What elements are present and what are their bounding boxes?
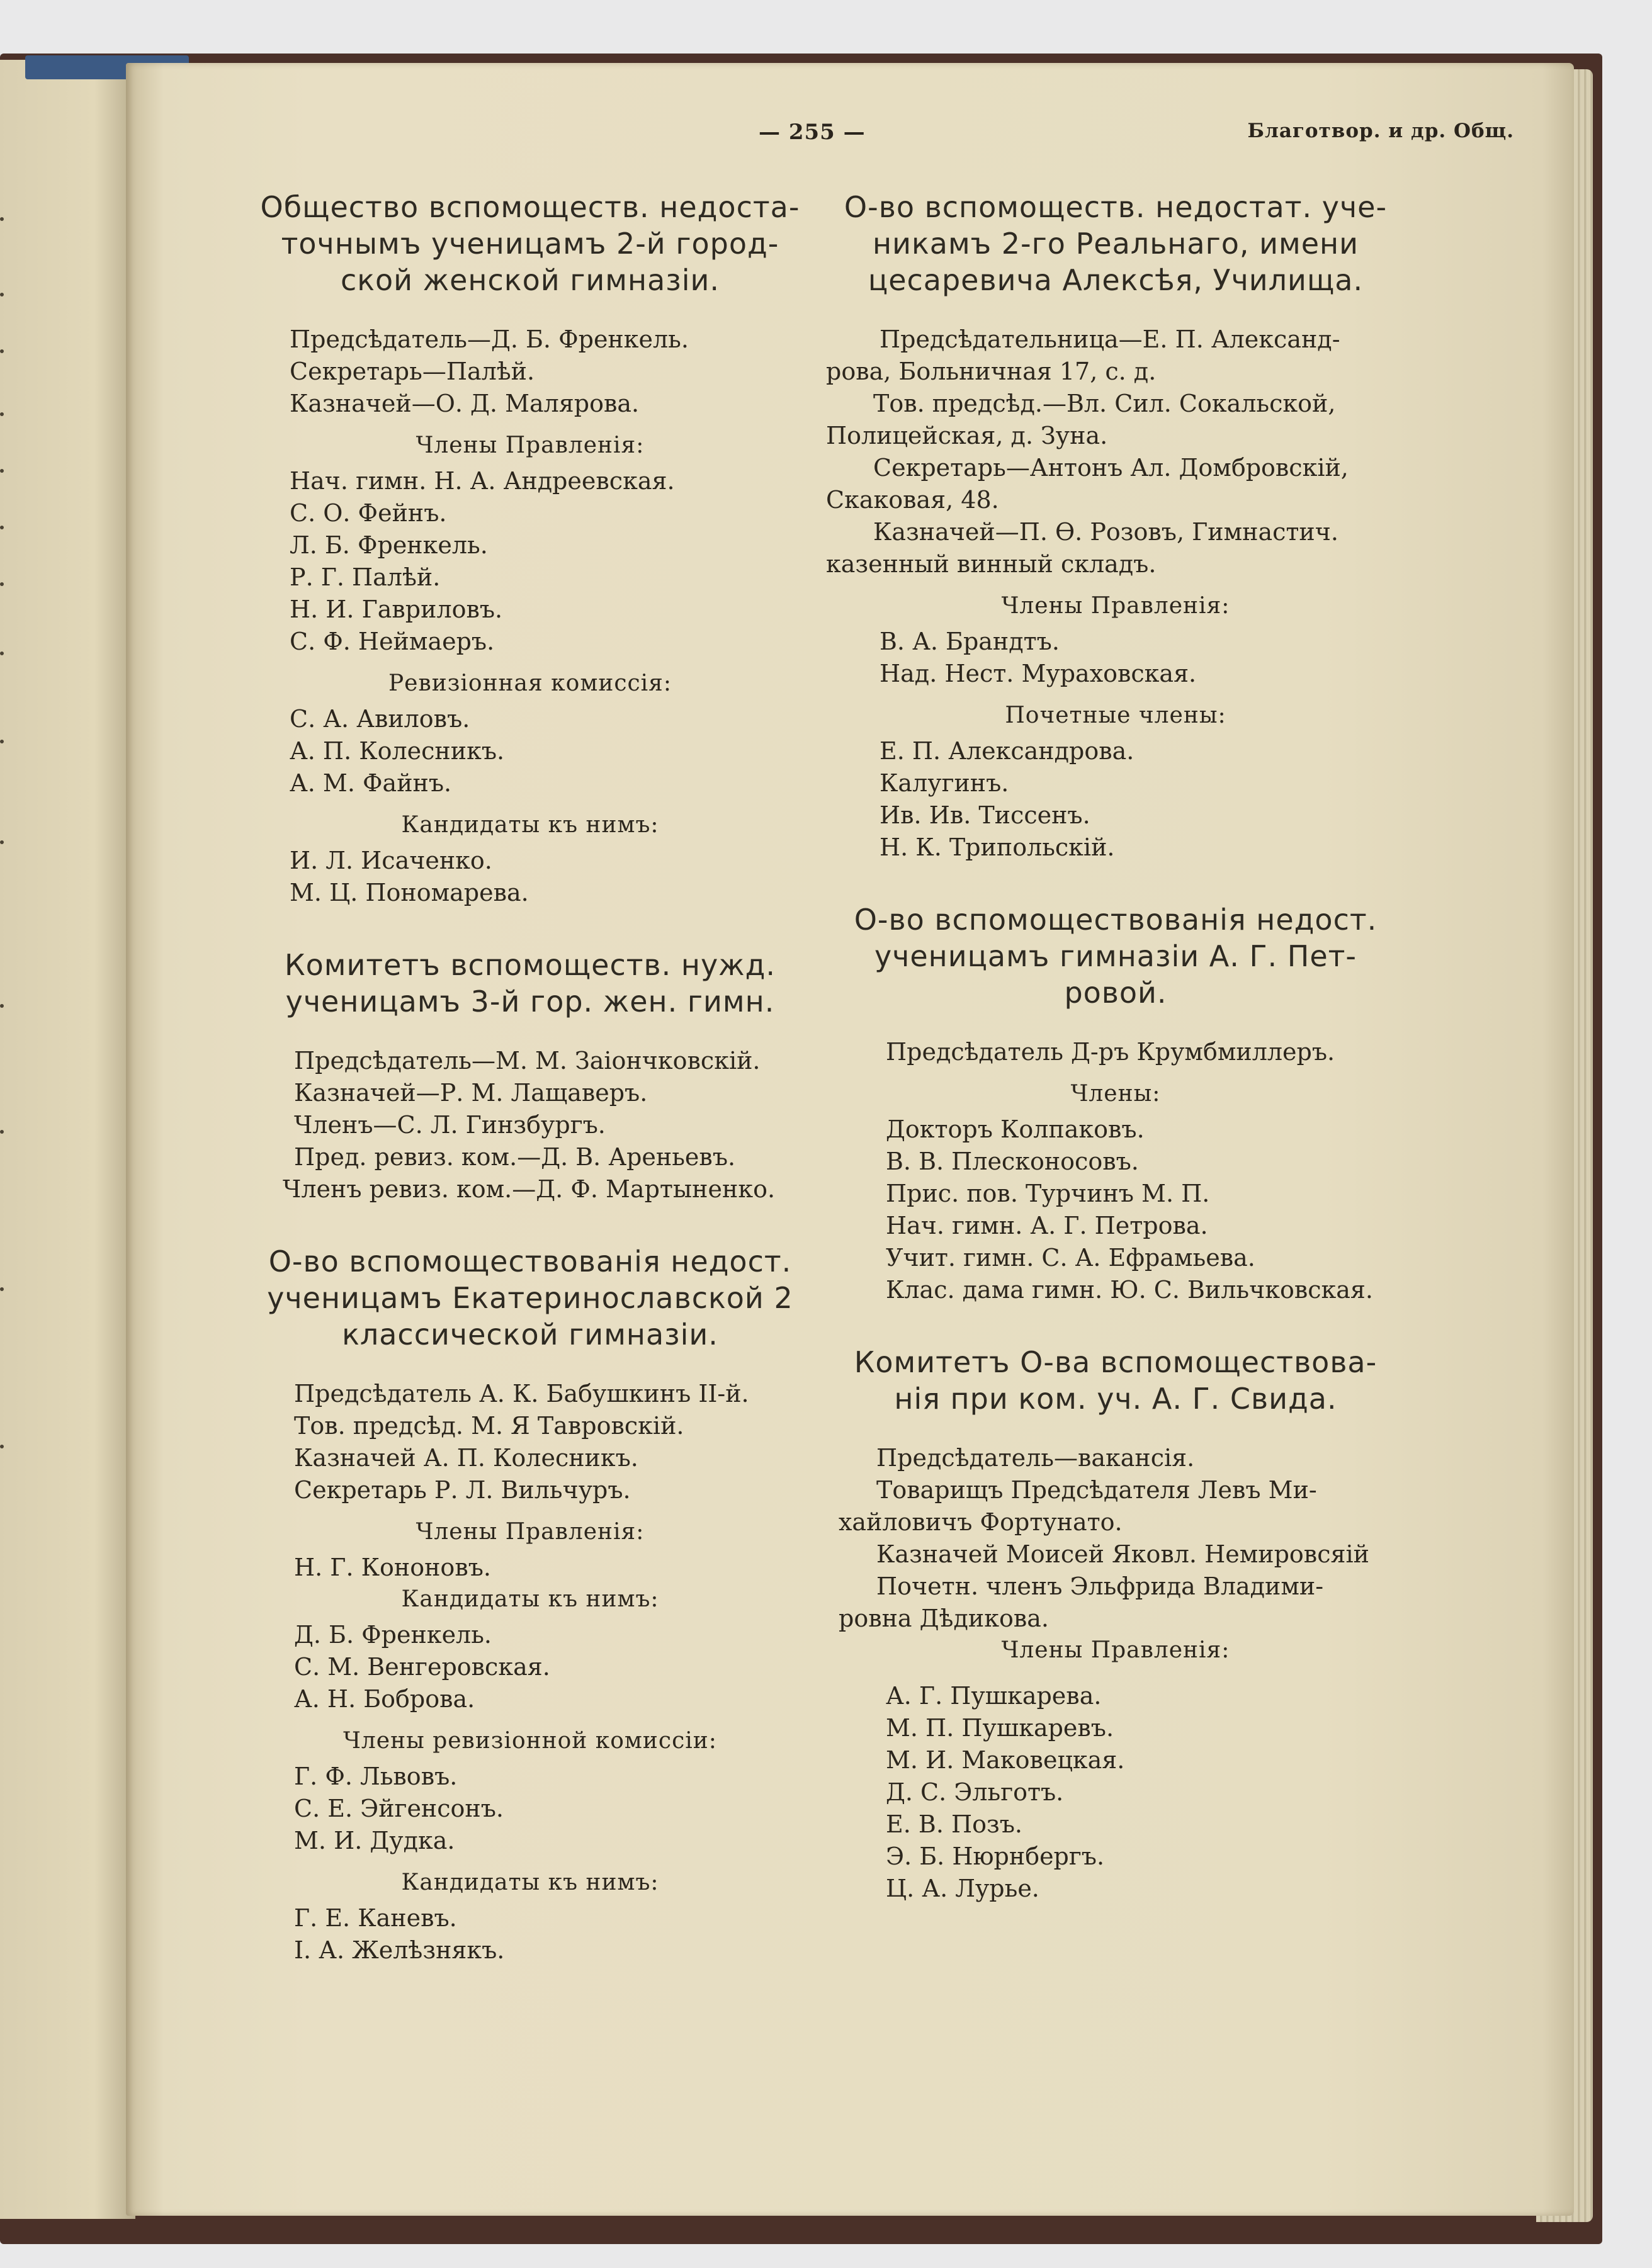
audit-heading: Ревизіонная комиссія: <box>388 670 672 696</box>
board-list <box>826 626 1405 690</box>
list-item: Прис. пов. Турчинъ М. П. <box>886 1180 1210 1207</box>
officer-line: Казначей—О. Д. Малярова. <box>290 390 640 417</box>
officer-line: казенный винный складъ. <box>826 550 1157 578</box>
list-item: А. М. Файнъ. <box>290 769 452 797</box>
board-heading: Члены Правленія: <box>416 1519 645 1545</box>
list-item: Д. Б. Френкель. <box>294 1621 492 1649</box>
list-item: Калугинъ. <box>880 769 1009 797</box>
list-item: Нач. гимн. А. Г. Петрова. <box>886 1212 1208 1239</box>
members-heading: Члены: <box>1070 1081 1161 1107</box>
list-item: Д. С. Эльготъ. <box>886 1778 1064 1806</box>
officer-line: Пред. ревиз. ком.—Д. В. Ареньевъ. <box>294 1143 736 1171</box>
section-society-petrova-gymnasium <box>826 901 1405 1306</box>
section-committee-svida-school <box>826 1344 1405 1905</box>
list-item: Л. Б. Френкель. <box>290 531 488 559</box>
officer-line: Тов. предсѣд.—Вл. Сил. Сокальской, <box>873 390 1336 417</box>
officers-list <box>234 1378 826 1506</box>
section-title: О-во вспомоществованія недост. ученицамъ Екатеринославской 2 классической гимназіи. <box>267 1244 793 1351</box>
page-number: — 255 — <box>759 120 866 145</box>
list-item: М. И. Маковецкая. <box>886 1746 1125 1774</box>
board-heading: Члены Правленія: <box>416 432 645 458</box>
running-head: Благотвор. и др. Общ. <box>1247 120 1514 142</box>
officer-line: Казначей—П. Ѳ. Розовъ, Гимнастич. <box>873 518 1338 546</box>
candidates-heading: Кандидаты къ нимъ: <box>401 1586 659 1612</box>
officer-line: Казначей—Р. М. Лащаверъ. <box>294 1079 648 1107</box>
audit-list <box>234 703 826 799</box>
candidates-list <box>234 1619 826 1715</box>
list-item: Учит. гимн. С. А. Ефрамьева. <box>886 1244 1255 1272</box>
officer-line: рова, Больничная 17, с. д. <box>826 358 1157 385</box>
board-list <box>826 1680 1405 1905</box>
officer-line: Тов. предсѣд. М. Я Тавровскій. <box>294 1412 684 1440</box>
page-header <box>126 120 1574 151</box>
section-title: Комитетъ О-ва вспомоществова- нія при ком. уч. А. Г. Свида. <box>854 1345 1378 1416</box>
officer-line: Казначей А. П. Колесникъ. <box>294 1444 638 1472</box>
list-item: Г. Е. Каневъ. <box>294 1904 457 1932</box>
list-item: Над. Нест. Мураховская. <box>880 660 1197 687</box>
officer-line: Членъ ревиз. ком.—Д. Ф. Мартыненко. <box>283 1175 776 1203</box>
right-column <box>826 189 1405 1929</box>
list-item: М. Ц. Пономарева. <box>290 879 529 906</box>
list-item: Е. П. Александрова. <box>880 737 1134 765</box>
officer-line: Казначей Моисей Яковл. Немировсяій <box>876 1540 1369 1568</box>
chair-line: Предсѣдатель Д-ръ Крумбмиллеръ. <box>886 1038 1335 1066</box>
officer-line: ровна Дѣдикова. <box>839 1605 1049 1632</box>
section-title: О-во вспомоществованія недост. ученицамъ гимназіи А. Г. Пет- ровой. <box>854 903 1378 1010</box>
list-item: Н. К. Трипольскій. <box>880 833 1115 861</box>
list-item: Г. Ф. Львовъ. <box>294 1763 458 1790</box>
list-item: М. П. Пушкаревъ. <box>886 1714 1114 1742</box>
officers-list <box>234 324 826 420</box>
section-society-realschule <box>826 189 1405 864</box>
candidates-list <box>234 1902 826 1966</box>
board-list <box>234 1552 826 1584</box>
board-heading: Члены Правленія: <box>1001 1637 1230 1663</box>
candidates-list <box>234 845 826 909</box>
list-item: І. А. Желѣзнякъ. <box>294 1936 505 1964</box>
list-item: А. Н. Боброва. <box>294 1685 475 1713</box>
board-heading: Члены Правленія: <box>1001 593 1230 619</box>
list-item: М. И. Дудка. <box>294 1827 455 1854</box>
list-item: Клас. дама гимн. Ю. С. Вильчковская. <box>886 1276 1373 1304</box>
list-item: С. О. Фейнъ. <box>290 499 447 527</box>
list-item: С. А. Авиловъ. <box>290 705 470 733</box>
list-item: Ц. А. Лурье. <box>886 1875 1039 1902</box>
officer-line: Предсѣдатель—М. М. Заіончковскій. <box>294 1047 761 1075</box>
section-title: Комитетъ вспомоществ. нужд. ученицамъ 3-й гор. жен. гимн. <box>284 948 776 1018</box>
list-item: В. А. Брандтъ. <box>880 628 1060 655</box>
list-item: Е. В. Позъ. <box>886 1810 1022 1838</box>
audit-list <box>234 1761 826 1857</box>
list-item: А. Г. Пушкарева. <box>886 1682 1102 1710</box>
candidates-heading: Кандидаты къ нимъ: <box>401 812 659 838</box>
list-item: Докторъ Колпаковъ. <box>886 1115 1145 1143</box>
officers-list <box>826 324 1405 580</box>
section-title: Общество вспомоществ. недоста- точнымъ ученицамъ 2-й город- ской женской гимназіи. <box>260 190 800 297</box>
officer-line: Предсѣдатель—Д. Б. Френкель. <box>290 325 689 353</box>
officer-line: Предсѣдательница—Е. П. Александ- <box>880 325 1340 353</box>
officer-line: Товарищъ Предсѣдателя Левъ Ми- <box>876 1476 1317 1504</box>
list-item: В. В. Плесконосовъ. <box>886 1148 1139 1175</box>
section-society-classical-gymnasium <box>234 1243 826 1966</box>
list-item: С. М. Венгеровская. <box>294 1653 550 1681</box>
candidates-heading: Кандидаты къ нимъ: <box>401 1870 659 1895</box>
left-column <box>234 189 826 1990</box>
officers-list <box>826 1442 1405 1635</box>
list-item: Нач. гимн. Н. А. Андреевская. <box>290 467 675 495</box>
board-list <box>234 465 826 658</box>
officer-line: Предсѣдатель—вакансія. <box>876 1444 1195 1472</box>
officers-list <box>234 1045 826 1205</box>
honorary-heading: Почетные члены: <box>1005 702 1226 728</box>
list-item: А. П. Колесникъ. <box>290 737 505 765</box>
officer-line: Секретарь Р. Л. Вильчуръ. <box>294 1476 631 1504</box>
list-item: И. Л. Исаченко. <box>290 847 492 874</box>
officer-line: Предсѣдатель А. К. Бабушкинъ II-й. <box>294 1380 749 1408</box>
list-item: Э. Б. Нюрнбергъ. <box>886 1842 1105 1870</box>
audit-heading: Члены ревизіонной комиссіи: <box>343 1728 717 1754</box>
section-society-2nd-gymnasium <box>234 189 826 909</box>
honorary-list <box>826 735 1405 864</box>
officer-line: хайловичъ Фортунато. <box>839 1508 1123 1536</box>
officer-line: Секретарь—Палѣй. <box>290 358 535 385</box>
section-title: О-во вспомоществ. недостат. уче- никамъ 2-го Реальнаго, имени цесаревича Алексѣя, Училища. <box>844 190 1388 297</box>
list-item: Р. Г. Палѣй. <box>290 563 441 591</box>
list-item: С. Е. Эйгенсонъ. <box>294 1795 504 1822</box>
left-page-edge <box>0 60 135 2219</box>
list-item: Н. Г. Кононовъ. <box>294 1554 491 1581</box>
officer-line: Скаковая, 48. <box>826 486 999 514</box>
members-list <box>826 1114 1405 1306</box>
officer-line: Членъ—С. Л. Гинзбургъ. <box>294 1111 606 1139</box>
officer-line: Почетн. членъ Эльфрида Владими- <box>876 1572 1324 1600</box>
list-item: Н. И. Гавриловъ. <box>290 595 503 623</box>
officer-line: Секретарь—Антонъ Ал. Домбровскій, <box>873 454 1349 482</box>
section-committee-3rd-gymnasium <box>234 947 826 1205</box>
officer-line: Полицейская, д. Зуна. <box>826 422 1108 449</box>
list-item: Ив. Ив. Тиссенъ. <box>880 801 1090 829</box>
list-item: С. Ф. Неймаеръ. <box>290 628 495 655</box>
